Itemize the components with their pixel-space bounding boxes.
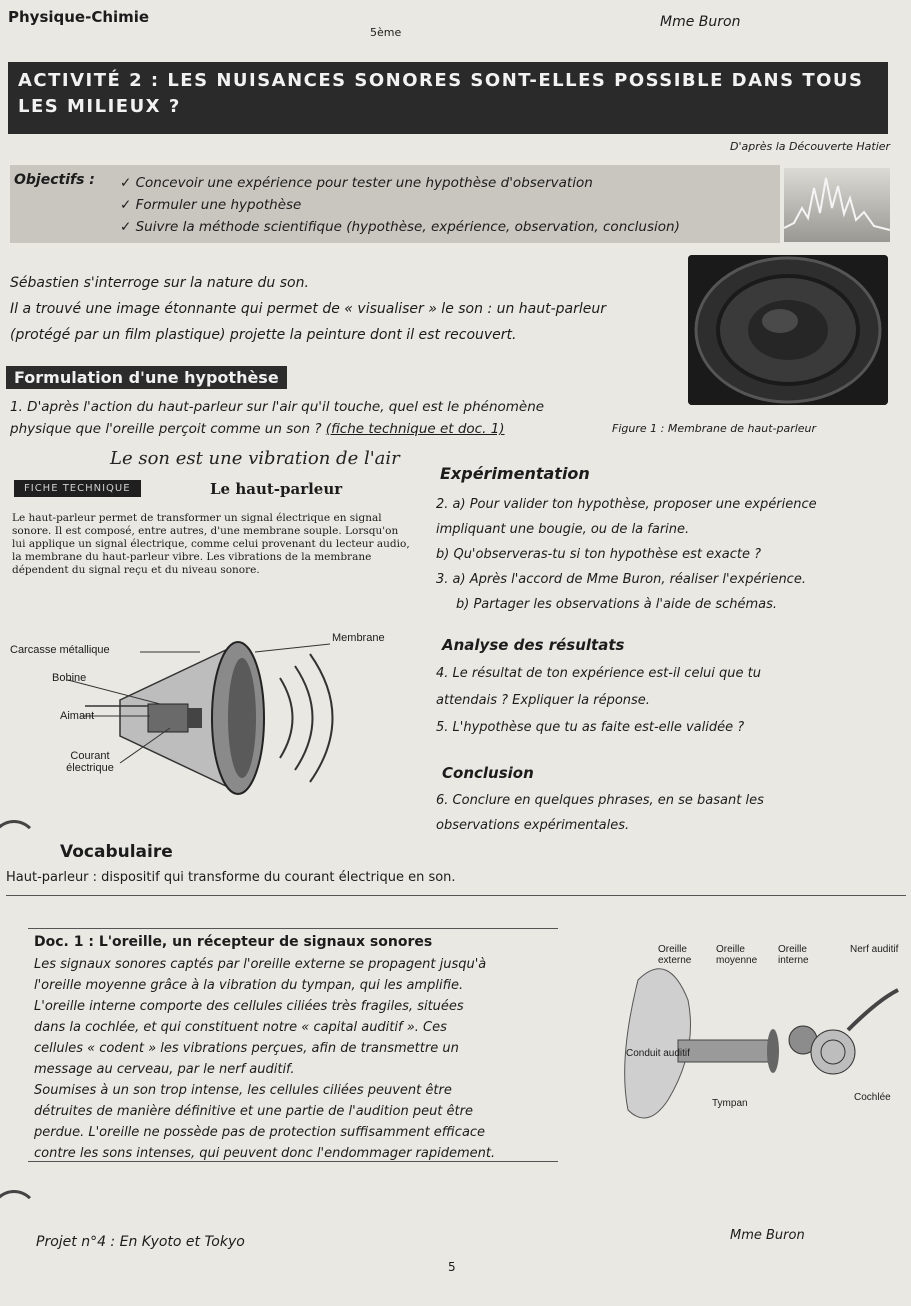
analyse-title: Analyse des résultats	[442, 636, 625, 654]
objectives-list	[120, 172, 680, 238]
ear-diagram	[608, 940, 908, 1150]
label-membrane: Membrane	[332, 632, 385, 644]
teacher-label: Mme Buron	[660, 14, 741, 30]
subject-label: Physique-Chimie	[8, 8, 150, 26]
question-6: 6. Conclure en quelques phrases, en se basant les	[436, 793, 764, 808]
binder-ring-icon	[0, 1190, 38, 1238]
hypothesis-title: Formulation d'une hypothèse	[6, 366, 287, 389]
label-ear-nerf: Nerf auditif	[850, 944, 899, 955]
vocabulary-title: Vocabulaire	[60, 842, 173, 862]
question-1-reference: (fiche technique et doc. 1)	[325, 421, 505, 437]
experimentation-body	[436, 492, 906, 617]
doc1-line: Soumises à un son trop intense, les cellules ciliées peuvent être	[34, 1083, 452, 1098]
label-carcasse: Carcasse métallique	[10, 644, 110, 656]
question-3b: b) Partager les observations à l'aide de schémas.	[456, 597, 778, 612]
vocabulary-definition: Haut-parleur : dispositif qui transforme du courant électrique en son.	[6, 870, 456, 885]
doc1-line: cellules « codent » les vibrations perçues, afin de transmettre un	[34, 1041, 459, 1056]
objective-item: ✓ Suivre la méthode scientifique (hypothèse, expérience, observation, conclusion)	[120, 216, 680, 238]
binder-ring-icon	[0, 820, 38, 868]
doc1-line: Les signaux sonores captés par l'oreille externe se propagent jusqu'à	[34, 957, 487, 972]
source-credit: D'après la Découverte Hatier	[730, 140, 891, 153]
doc1-line: détruites de manière définitive et une partie de l'audition peut être	[34, 1104, 473, 1119]
doc1-line: dans la cochlée, et qui constituent notre « capital auditif ». Ces	[34, 1020, 447, 1035]
question-2a-cont: impliquant une bougie, ou de la farine.	[436, 522, 690, 537]
sound-wave-image	[784, 168, 890, 242]
question-1-line	[10, 418, 615, 440]
intro-text	[10, 270, 680, 348]
fiche-technique-tag: FICHE TECHNIQUE	[14, 480, 141, 497]
speaker-photo	[688, 255, 888, 405]
label-ear-conduit: Conduit auditif	[626, 1048, 690, 1059]
handwritten-answer: Le son est une vibration de l'air	[110, 448, 400, 469]
objective-item: ✓ Concevoir une expérience pour tester une hypothèse d'observation	[120, 172, 680, 194]
question-3a: 3. a) Après l'accord de Mme Buron, réaliser l'expérience.	[436, 572, 806, 587]
figure-caption: Figure 1 : Membrane de haut-parleur	[612, 422, 817, 435]
question-5: 5. L'hypothèse que tu as faite est-elle validée ?	[436, 720, 745, 735]
analyse-body	[436, 660, 906, 741]
intro-line: Il a trouvé une image étonnante qui permet de « visualiser » le son : un haut-parleur	[10, 301, 607, 317]
label-ear-tympan: Tympan	[712, 1098, 748, 1109]
experimentation-title: Expérimentation	[440, 464, 590, 483]
question-4-cont: attendais ? Expliquer la réponse.	[436, 693, 650, 708]
label-bobine: Bobine	[52, 672, 87, 684]
question-2a: 2. a) Pour valider ton hypothèse, proposer une expérience	[436, 497, 817, 512]
objective-item: ✓ Formuler une hypothèse	[120, 194, 680, 216]
doc1-line: contre les sons intenses, qui peuvent donc l'endommager rapidement.	[34, 1146, 496, 1161]
conclusion-title: Conclusion	[442, 764, 534, 782]
divider	[6, 895, 906, 896]
label-aimant: Aimant	[60, 710, 95, 722]
doc1-title: Doc. 1 : L'oreille, un récepteur de signaux sonores	[34, 934, 433, 950]
project-label: Projet n°4 : En Kyoto et Tokyo	[36, 1234, 245, 1250]
intro-line: Sébastien s'interroge sur la nature du son.	[10, 275, 309, 291]
doc1-line: perdue. L'oreille ne possède pas de protection suffisamment efficace	[34, 1125, 486, 1140]
label-ear-cochlee: Cochlée	[854, 1092, 891, 1103]
doc1-line: message au cerveau, par le nerf auditif.	[34, 1062, 295, 1077]
conclusion-body	[436, 788, 906, 838]
question-4: 4. Le résultat de ton expérience est-il celui que tu	[436, 666, 761, 681]
label-ear-interne: Oreille interne	[778, 944, 809, 966]
question-6-cont: observations expérimentales.	[436, 818, 630, 833]
fiche-title: Le haut-parleur	[210, 480, 343, 498]
footer-teacher: Mme Buron	[730, 1228, 805, 1243]
label-ear-moyenne: Oreille moyenne	[716, 944, 758, 966]
question-1-line: 1. D'après l'action du haut-parleur sur l'air qu'il touche, quel est le phénomène	[10, 399, 545, 415]
speaker-diagram	[10, 628, 410, 808]
question-1-end: physique que l'oreille perçoit comme un son ?	[10, 421, 326, 437]
doc1-line: l'oreille moyenne grâce à la vibration du tympan, qui les amplifie.	[34, 978, 464, 993]
fiche-text: Le haut-parleur permet de transformer un signal électrique en signal sonore. Il est composé, entre autres, d'une membrane souple. Lorsqu'on lui applique un signal électrique, comme celui provenant du lecteur audio, la membrane du haut-parleur vibre. Les vibrations de la membrane dépendent du signal reçu et du niveau sonore.	[12, 512, 410, 576]
activity-banner: ACTIVITÉ 2 : LES NUISANCES SONORES SONT-ELLES POSSIBLE DANS TOUS LES MILIEUX ?	[8, 62, 888, 134]
label-ear-externe: Oreille externe	[658, 944, 692, 966]
question-1	[10, 396, 615, 440]
page-number: 5	[448, 1260, 456, 1274]
label-courant: Courant électrique	[66, 750, 114, 774]
intro-line: (protégé par un film plastique) projette la peinture dont il est recouvert.	[10, 327, 517, 343]
question-2b: b) Qu'observeras-tu si ton hypothèse est exacte ?	[436, 547, 762, 562]
grade-label: 5ème	[370, 26, 402, 39]
doc1-line: L'oreille interne comporte des cellules ciliées très fragiles, situées	[34, 999, 464, 1014]
objectives-label: Objectifs :	[14, 172, 95, 188]
doc1-body	[34, 954, 554, 1164]
